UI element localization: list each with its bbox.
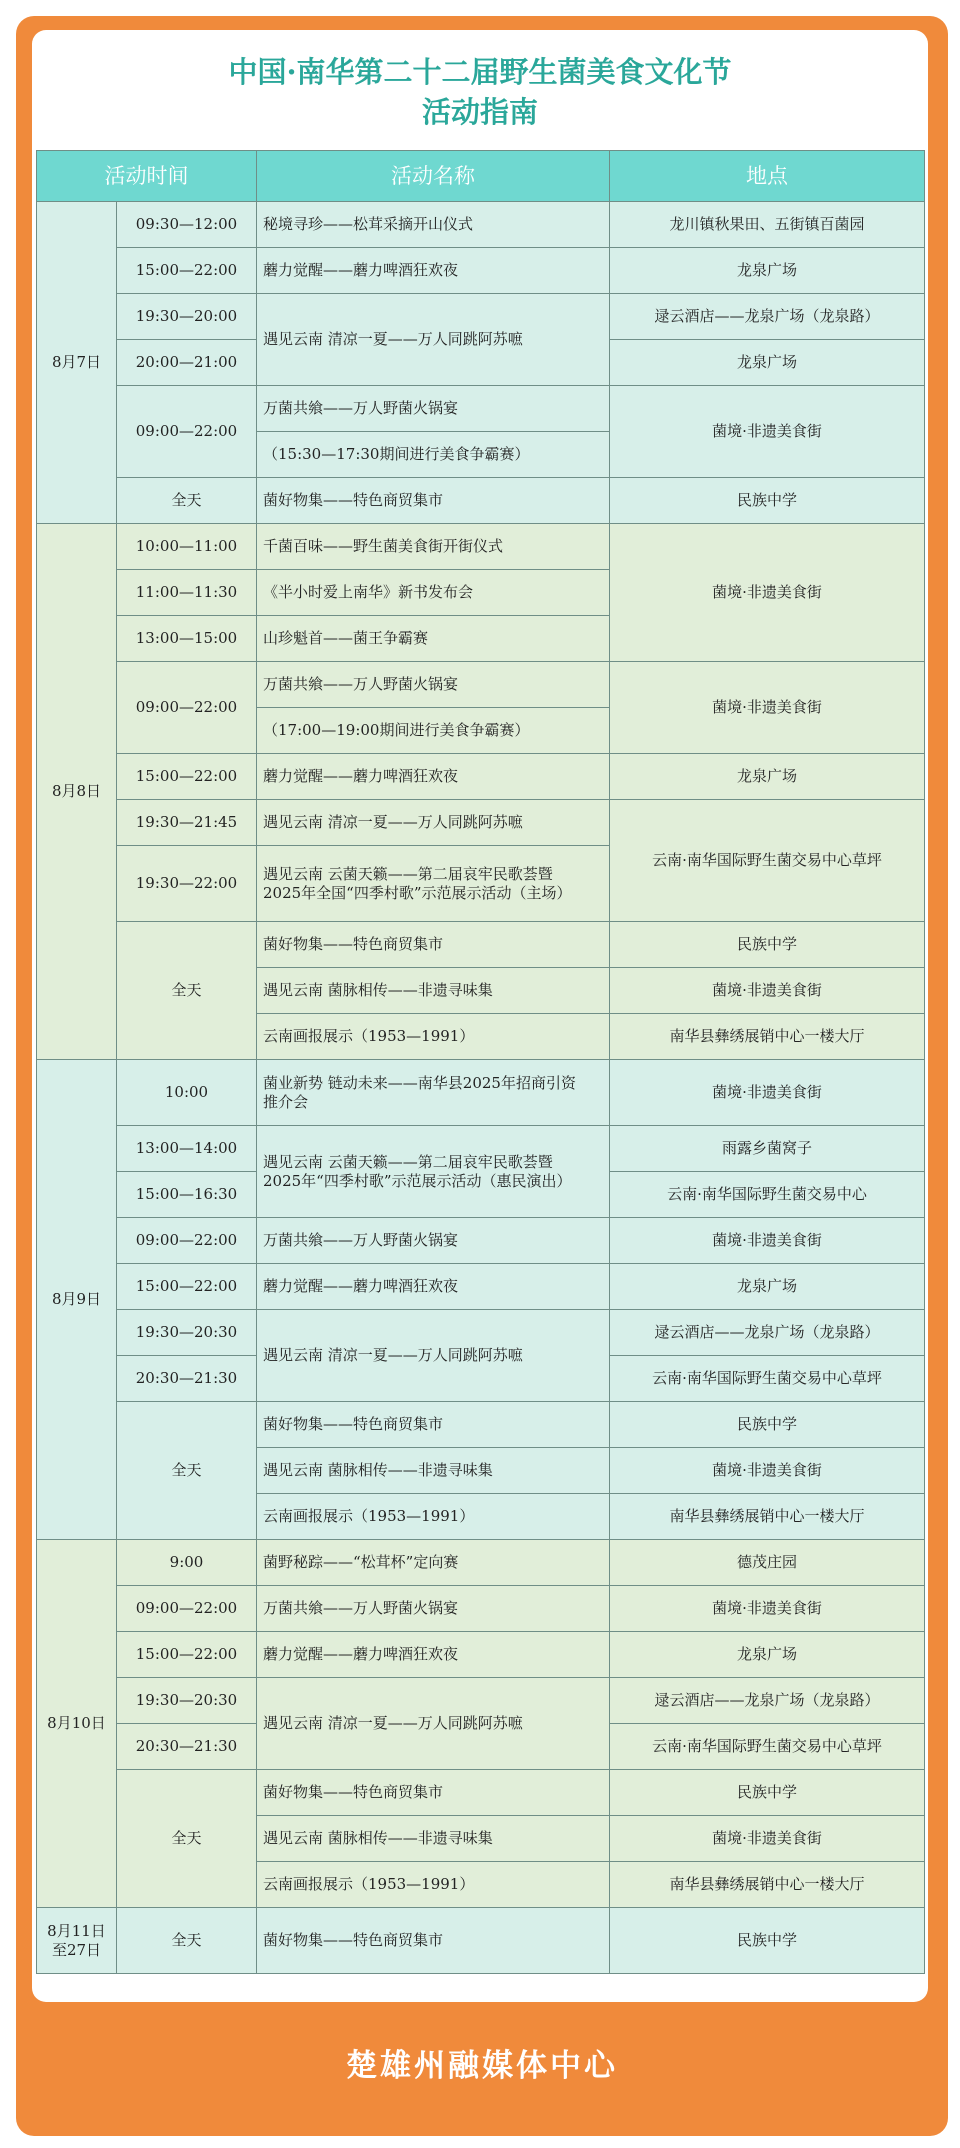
venue-cell: 云南·南华国际野生菌交易中心草坪 [610,800,925,922]
event-cell: 蘑力觉醒——蘑力啤酒狂欢夜 [257,1264,610,1310]
date-cell: 8月11日至27日 [37,1908,117,1974]
venue-cell: 龙泉广场 [610,248,925,294]
event-line: 遇见云南 云菌天籁——第二届哀牢民歌荟暨 [263,864,553,883]
time-cell: 13:00—14:00 [117,1126,257,1172]
event-cell: （15:30—17:30期间进行美食争霸赛） [257,432,610,478]
venue-cell: 菌境·非遗美食街 [610,1586,925,1632]
day-group-aug11-27 [37,1908,925,1974]
event-line: 2025年“四季村歌”示范展示活动（惠民演出） [263,1171,572,1190]
time-cell: 全天 [117,1402,257,1540]
table-row [37,1264,925,1310]
venue-cell: 民族中学 [610,1908,925,1974]
event-cell: 菌好物集——特色商贸集市 [257,922,610,968]
venue-cell: 逯云酒店——龙泉广场（龙泉路） [610,1310,925,1356]
event-cell: 遇见云南 菌脉相传——非遗寻味集 [257,1816,610,1862]
venue-cell: 龙泉广场 [610,1264,925,1310]
event-cell: 万菌共飨——万人野菌火锅宴 [257,662,610,708]
time-cell: 全天 [117,478,257,524]
time-cell: 20:30—21:30 [117,1724,257,1770]
event-cell: 蘑力觉醒——蘑力啤酒狂欢夜 [257,248,610,294]
event-cell: 菌野秘踪——“松茸杯”定向赛 [257,1540,610,1586]
time-cell: 19:30—22:00 [117,846,257,922]
event-cell: 蘑力觉醒——蘑力啤酒狂欢夜 [257,1632,610,1678]
event-cell [257,1126,610,1218]
event-cell: 菌好物集——特色商贸集市 [257,1770,610,1816]
venue-cell: 龙川镇秋果田、五街镇百菌园 [610,202,925,248]
venue-cell: 德茂庄园 [610,1540,925,1586]
date-cell: 8月7日 [37,202,117,524]
table-row [37,754,925,800]
venue-cell: 菌境·非遗美食街 [610,1816,925,1862]
table-row [37,1908,925,1974]
title-line-2: 活动指南 [421,95,538,129]
event-cell: 万菌共飨——万人野菌火锅宴 [257,1586,610,1632]
table-row [37,248,925,294]
time-cell: 09:00—22:00 [117,662,257,754]
event-cell [257,846,610,922]
venue-cell: 逯云酒店——龙泉广场（龙泉路） [610,294,925,340]
event-cell: （17:00—19:00期间进行美食争霸赛） [257,708,610,754]
venue-cell: 南华县彝绣展销中心一楼大厅 [610,1014,925,1060]
day-group-aug10 [37,1540,925,1908]
time-cell: 15:00—16:30 [117,1172,257,1218]
table-row [37,1310,925,1356]
title-line-1: 中国·南华第二十二届野生菌美食文化节 [228,55,732,89]
event-cell: 云南画报展示（1953—1991） [257,1862,610,1908]
event-cell: 《半小时爱上南华》新书发布会 [257,570,610,616]
table-row [37,1060,925,1126]
venue-cell: 龙泉广场 [610,340,925,386]
time-cell: 09:00—22:00 [117,1586,257,1632]
table-row [37,386,925,432]
col-header-event: 活动名称 [257,151,610,202]
date-cell: 8月9日 [37,1060,117,1540]
time-cell: 全天 [117,922,257,1060]
col-header-venue: 地点 [610,151,925,202]
venue-cell: 菌境·非遗美食街 [610,662,925,754]
event-line: 菌业新势 链动未来——南华县2025年招商引资 [263,1073,576,1092]
time-cell: 19:30—21:45 [117,800,257,846]
day-group-aug8 [37,524,925,1060]
event-cell: 菌好物集——特色商贸集市 [257,1908,610,1974]
time-cell: 15:00—22:00 [117,1264,257,1310]
table-row [37,662,925,708]
event-cell: 云南画报展示（1953—1991） [257,1014,610,1060]
time-cell: 15:00—22:00 [117,754,257,800]
venue-cell: 菌境·非遗美食街 [610,524,925,662]
venue-cell: 民族中学 [610,1402,925,1448]
col-header-time: 活动时间 [37,151,257,202]
table-row [37,1678,925,1724]
time-cell: 09:00—22:00 [117,386,257,478]
event-cell: 遇见云南 清凉一夏——万人同跳阿苏嗻 [257,1310,610,1402]
event-line: 遇见云南 云菌天籁——第二届哀牢民歌荟暨 [263,1152,553,1171]
event-cell: 万菌共飨——万人野菌火锅宴 [257,386,610,432]
table-header-row [37,151,925,202]
footer-credit: 楚雄州融媒体中心 [346,2048,618,2084]
time-cell: 19:30—20:30 [117,1678,257,1724]
time-cell: 11:00—11:30 [117,570,257,616]
event-cell: 山珍魁首——菌王争霸赛 [257,616,610,662]
table-row [37,294,925,340]
event-cell: 蘑力觉醒——蘑力啤酒狂欢夜 [257,754,610,800]
time-cell: 全天 [117,1908,257,1974]
table-row [37,1586,925,1632]
event-cell: 菌好物集——特色商贸集市 [257,1402,610,1448]
table-row [37,800,925,846]
time-cell: 09:00—22:00 [117,1218,257,1264]
time-cell: 全天 [117,1770,257,1908]
venue-cell: 雨露乡菌窝子 [610,1126,925,1172]
table-row [37,922,925,968]
table-row [37,1632,925,1678]
venue-cell: 龙泉广场 [610,754,925,800]
table-row [37,524,925,570]
event-cell: 云南画报展示（1953—1991） [257,1494,610,1540]
event-cell: 千菌百味——野生菌美食街开街仪式 [257,524,610,570]
venue-cell: 菌境·非遗美食街 [610,386,925,478]
venue-cell: 菌境·非遗美食街 [610,1448,925,1494]
table-row [37,1126,925,1172]
venue-cell: 民族中学 [610,922,925,968]
event-line: 2025年全国“四季村歌”示范展示活动（主场） [263,883,572,902]
time-cell: 20:00—21:00 [117,340,257,386]
time-cell: 10:00—11:00 [117,524,257,570]
table-row [37,202,925,248]
venue-cell: 菌境·非遗美食街 [610,1218,925,1264]
event-line: 推介会 [263,1092,309,1111]
event-cell: 遇见云南 清凉一夏——万人同跳阿苏嗻 [257,294,610,386]
event-cell: 秘境寻珍——松茸采摘开山仪式 [257,202,610,248]
schedule-card [32,30,928,2002]
date-cell: 8月8日 [37,524,117,1060]
event-cell [257,1060,610,1126]
event-cell: 遇见云南 清凉一夏——万人同跳阿苏嗻 [257,1678,610,1770]
day-group-aug7 [37,202,925,524]
date-cell: 8月10日 [37,1540,117,1908]
table-row [37,1402,925,1448]
venue-cell: 南华县彝绣展销中心一楼大厅 [610,1862,925,1908]
event-cell: 万菌共飨——万人野菌火锅宴 [257,1218,610,1264]
venue-cell: 菌境·非遗美食街 [610,1060,925,1126]
venue-cell: 云南·南华国际野生菌交易中心草坪 [610,1356,925,1402]
time-cell: 15:00—22:00 [117,1632,257,1678]
venue-cell: 逯云酒店——龙泉广场（龙泉路） [610,1678,925,1724]
table-row [37,1770,925,1816]
table-row [37,1540,925,1586]
event-cell: 遇见云南 清凉一夏——万人同跳阿苏嗻 [257,800,610,846]
venue-cell: 菌境·非遗美食街 [610,968,925,1014]
event-cell: 遇见云南 菌脉相传——非遗寻味集 [257,1448,610,1494]
time-cell: 09:30—12:00 [117,202,257,248]
time-cell: 19:30—20:00 [117,294,257,340]
schedule-table [36,150,925,1974]
time-cell: 10:00 [117,1060,257,1126]
time-cell: 20:30—21:30 [117,1356,257,1402]
event-cell: 菌好物集——特色商贸集市 [257,478,610,524]
time-cell: 15:00—22:00 [117,248,257,294]
event-cell: 遇见云南 菌脉相传——非遗寻味集 [257,968,610,1014]
venue-cell: 民族中学 [610,1770,925,1816]
day-group-aug9 [37,1060,925,1540]
venue-cell: 龙泉广场 [610,1632,925,1678]
venue-cell: 云南·南华国际野生菌交易中心草坪 [610,1724,925,1770]
table-row [37,478,925,524]
table-row [37,1218,925,1264]
venue-cell: 南华县彝绣展销中心一楼大厅 [610,1494,925,1540]
venue-cell: 云南·南华国际野生菌交易中心 [610,1172,925,1218]
page-title [32,52,928,132]
time-cell: 19:30—20:30 [117,1310,257,1356]
venue-cell: 民族中学 [610,478,925,524]
time-cell: 13:00—15:00 [117,616,257,662]
time-cell: 9:00 [117,1540,257,1586]
